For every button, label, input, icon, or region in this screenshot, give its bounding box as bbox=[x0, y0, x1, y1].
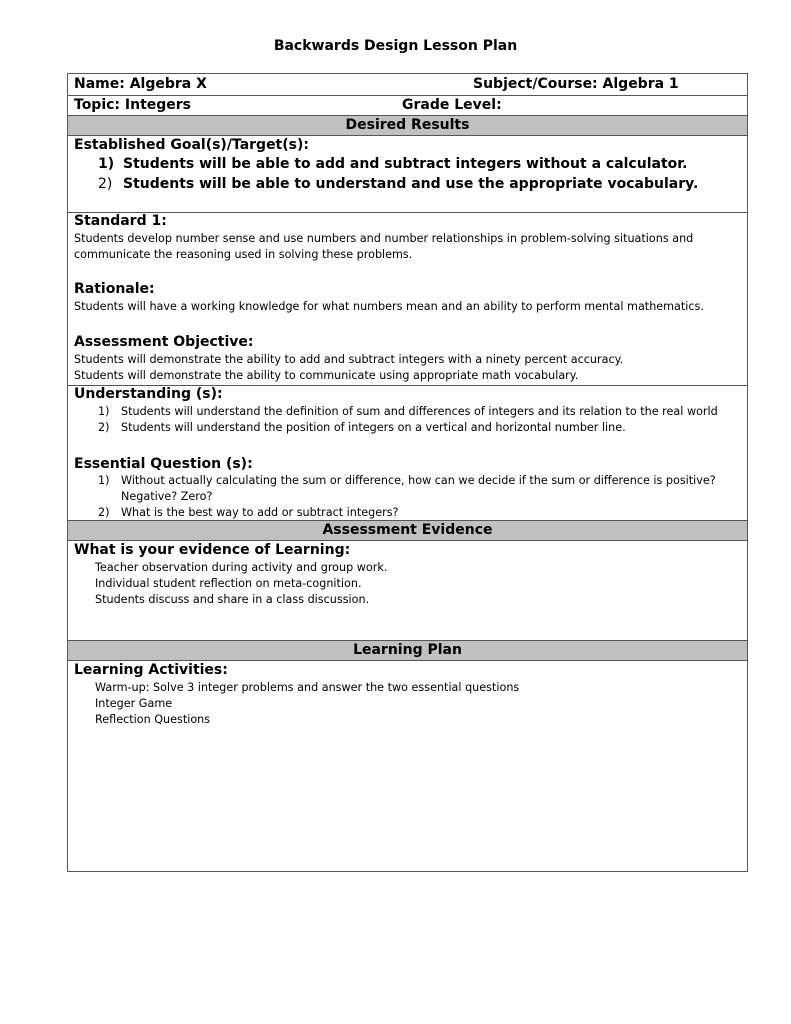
goal-item: 1) Students will be able to add and subtract integers without a calculator. bbox=[98, 156, 688, 172]
essential-question-item: 2) What is the best way to add or subtract integers? bbox=[98, 506, 399, 519]
activity-item: Reflection Questions bbox=[95, 713, 211, 726]
understanding-item: 1) Students will understand the definition of sum and differences of integers and its relation to the real world bbox=[98, 405, 718, 418]
goals-list bbox=[68, 154, 698, 194]
topic-grade-row bbox=[68, 96, 747, 116]
document-title: Backwards Design Lesson Plan bbox=[273, 38, 518, 54]
understanding-heading: Understanding (s): bbox=[74, 386, 223, 402]
essential-question-item: 1) Without actually calculating the sum or difference, how can we decide if the sum or difference is positive? Negative? Zero? bbox=[98, 474, 716, 503]
evidence-item: Individual student reflection on meta-cognition. bbox=[95, 577, 362, 590]
learning-activities-heading: Learning Activities: bbox=[74, 662, 228, 678]
evidence-item: Students discuss and share in a class discussion. bbox=[95, 593, 370, 606]
goals-heading: Established Goal(s)/Target(s): bbox=[74, 137, 309, 153]
topic-field: Topic: Integers bbox=[74, 97, 192, 113]
learning-activities-section bbox=[68, 661, 747, 871]
name-subject-row bbox=[68, 74, 747, 96]
assessment-objective-heading: Assessment Objective: bbox=[74, 334, 254, 350]
evidence-heading: What is your evidence of Learning: bbox=[74, 542, 351, 558]
understanding-item: 2) Students will understand the position of integers on a vertical and horizontal number line. bbox=[98, 421, 626, 434]
understanding-section bbox=[68, 386, 747, 521]
learning-activities-list bbox=[95, 680, 519, 728]
activity-item: Integer Game bbox=[95, 697, 173, 710]
rationale-heading: Rationale: bbox=[74, 281, 155, 297]
assessment-evidence-band: Assessment Evidence bbox=[68, 521, 747, 541]
learning-plan-band: Learning Plan bbox=[68, 641, 747, 661]
goal-item: 2) Students will be able to understand and use the appropriate vocabulary. bbox=[98, 176, 699, 192]
evidence-section bbox=[68, 541, 747, 641]
understanding-list bbox=[68, 404, 718, 436]
rationale-text: Students will have a working knowledge for what numbers mean and an ability to perform mental mathematics. bbox=[74, 300, 704, 313]
activity-item: Warm-up: Solve 3 integer problems and answer the two essential questions bbox=[95, 681, 520, 694]
desired-results-band: Desired Results bbox=[68, 116, 747, 136]
standard-rationale-section bbox=[68, 213, 747, 386]
evidence-item: Teacher observation during activity and group work. bbox=[95, 561, 388, 574]
standard-text: Students develop number sense and use numbers and number relationships in problem-solving situations and communicate the reasoning used in solving these problems. bbox=[74, 232, 694, 261]
goals-section bbox=[68, 136, 747, 213]
essential-question-list bbox=[68, 473, 716, 521]
standard-heading: Standard 1: bbox=[74, 213, 167, 229]
subject-field: Subject/Course: Algebra 1 bbox=[473, 76, 679, 92]
assessment-objective-text: Students will demonstrate the ability to add and subtract integers with a ninety percent accuracy. Students will demonstrate the ability to communicate using appropriate math vocabulary. bbox=[74, 353, 624, 382]
name-field: Name: Algebra X bbox=[74, 76, 207, 92]
essential-question-heading: Essential Question (s): bbox=[74, 456, 253, 472]
grade-level-field: Grade Level: bbox=[402, 97, 502, 113]
evidence-list bbox=[95, 560, 387, 608]
lesson-plan-table bbox=[67, 73, 748, 872]
